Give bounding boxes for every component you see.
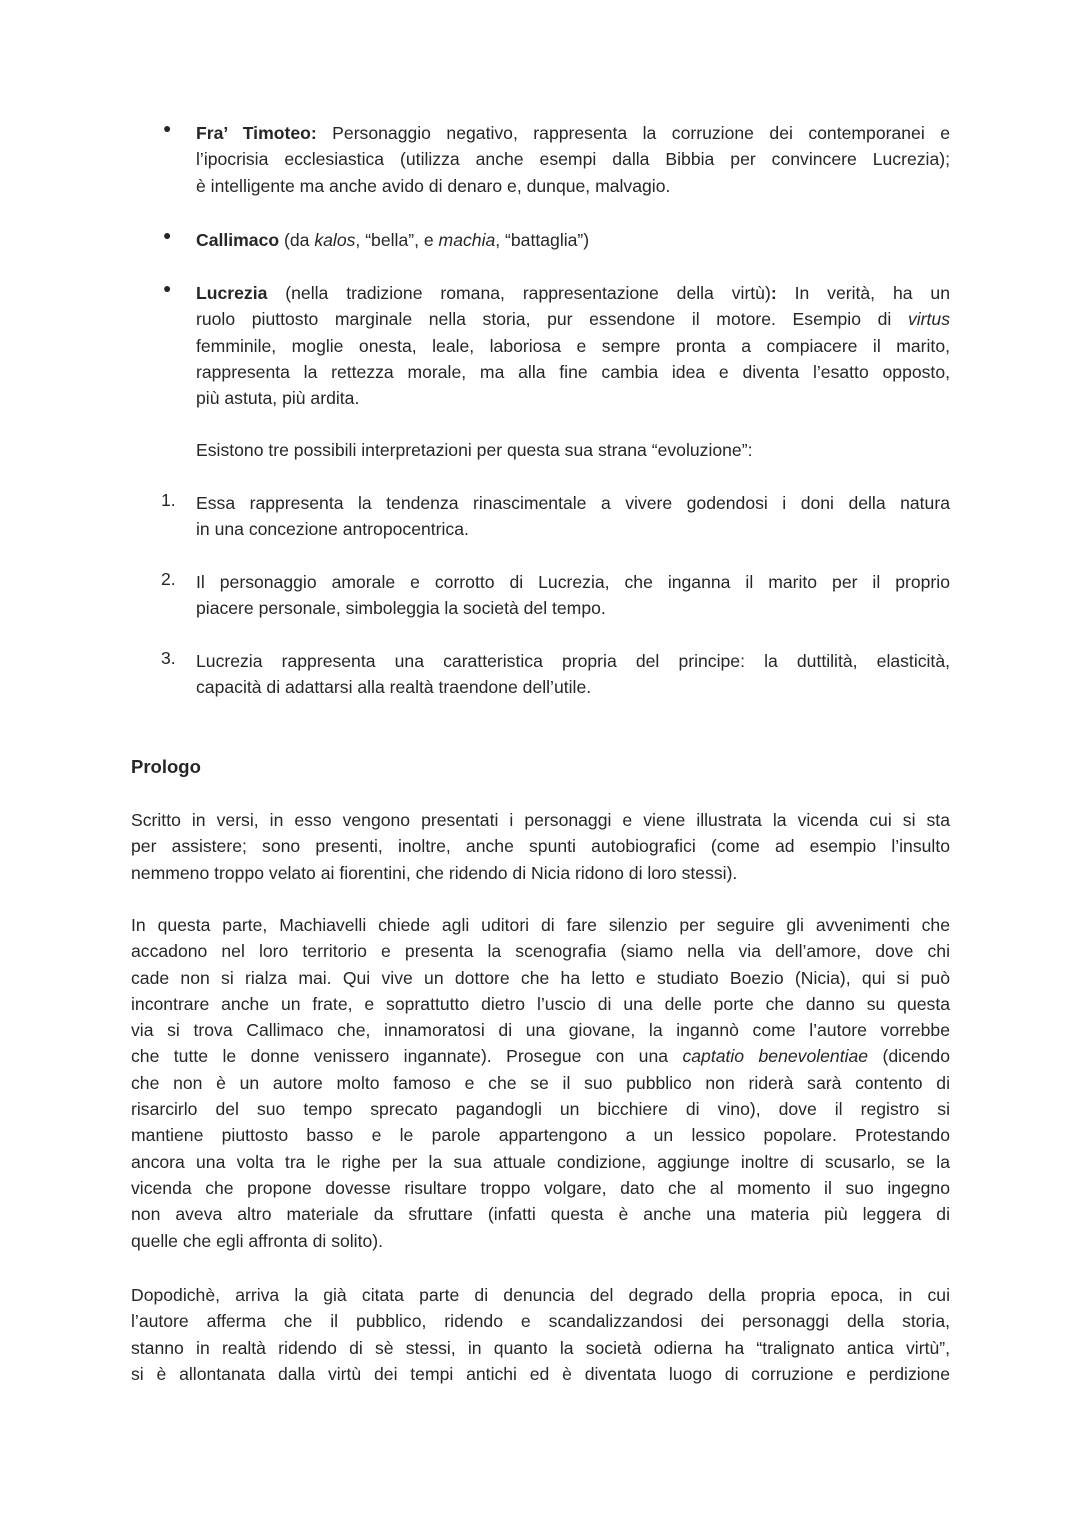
text: accadono nel loro territorio e presenta la scenografia (siamo nella via dell’amore, dove chi (131, 941, 950, 962)
text: (da (279, 230, 315, 250)
item-number: 2. (161, 569, 176, 589)
text: non aveva altro materiale da sfruttare (infatti questa è anche una materia più leggera di (131, 1204, 950, 1225)
text: l’autore afferma che il pubblico, ridendo e scandalizzandosi dei personaggi della storia, (131, 1311, 950, 1332)
text: In questa parte, Machiavelli chiede agli uditori di fare silenzio per seguire gli avvenimenti che (131, 915, 950, 935)
text: , “bella”, e (355, 230, 439, 250)
text: Scritto in versi, in esso vengono presentati i personaggi e viene illustrata la vicenda cui si sta (131, 810, 950, 830)
text: piacere personale, simboleggia la società del tempo. (196, 598, 606, 619)
list-item-lucrezia (163, 280, 950, 464)
text: per assistere; sono presenti, inoltre, anche spunti autobiografici (come ad esempio l’insulto (131, 836, 950, 857)
text: machia (438, 230, 496, 250)
list-item-fra-timoteo (163, 120, 950, 199)
text: stanno in realtà ridendo di sè stessi, in quanto la società odierna ha “tralignato antica virtù”, (131, 1337, 950, 1358)
text: ancora una volta tra le righe per la sua attuale condizione, aggiunge inoltre di scusarlo, se la (131, 1151, 950, 1172)
item-number: 1. (161, 490, 176, 510)
paragraph (131, 807, 950, 886)
text: Esistono tre possibili interpretazioni per questa sua strana “evoluzione”: (196, 440, 753, 461)
text: risarcirlo del suo tempo sprecato pagandogli un bicchiere di vino), dove il registro si (131, 1099, 950, 1120)
text: Lucrezia rappresenta una caratteristica propria del principe: la duttilità, elasticità, (196, 651, 950, 671)
text: nemmeno troppo velato ai fiorentini, che ridendo di Nicia ridono di loro stessi). (131, 862, 738, 883)
text: Dopodichè, arriva la già citata parte di denuncia del degrado della propria epoca, in cui (131, 1285, 950, 1305)
text: ruolo piuttosto marginale nella storia, pur essendone il motore. Esempio di (196, 309, 908, 330)
paragraph (131, 912, 950, 1254)
text: Il personaggio amorale e corrotto di Lucrezia, che inganna il marito per il proprio (196, 572, 950, 592)
text: femminile, moglie onesta, leale, laboriosa e sempre pronta a compiacere il marito, (196, 335, 950, 356)
bullet-icon: ● (163, 227, 172, 243)
text: virtus (907, 309, 950, 330)
text: captatio benevolentiae (682, 1046, 869, 1067)
text: si è allontanata dalla virtù dei tempi antichi ed è diventata luogo di corruzione e perdizione (131, 1363, 950, 1384)
text: : (770, 283, 777, 303)
text: capacità di adattarsi alla realtà traendone dell’utile. (196, 677, 592, 698)
text: che tutte le donne venissero ingannate). Prosegue con una (131, 1046, 683, 1067)
text: kalos (314, 230, 356, 250)
term: Fra’ Timoteo: (196, 123, 317, 143)
text: in una concezione antropocentrica. (196, 519, 469, 540)
numbered-item-1 (161, 490, 950, 543)
text: incontrare anche un frate, e soprattutto dietro l’uscio di una delle porte che danno su questa (131, 993, 950, 1014)
text: cade non si rialza mai. Qui vive un dottore che ha letto e studiato Boezio (Nicia), qui si può (131, 967, 950, 988)
list-item-callimaco (163, 227, 950, 253)
text: (dicendo (868, 1046, 950, 1067)
text: vicenda che propone dovesse risultare troppo volgare, dato che al momento il suo ingegno (131, 1177, 950, 1198)
text: mantiene piuttosto basso e le parole appartengono a un lessico popolare. Protestando (131, 1125, 950, 1146)
numbered-item-3 (161, 648, 950, 701)
text: è intelligente ma anche avido di denaro e, dunque, malvagio. (196, 175, 671, 196)
text: l’ipocrisia ecclesiastica (utilizza anche esempi dalla Bibbia per convincere Lucrezia); (196, 149, 950, 170)
item-number: 3. (161, 648, 176, 668)
text: quelle che egli affronta di solito). (131, 1230, 384, 1251)
text: Essa rappresenta la tendenza rinascimentale a vivere godendosi i doni della natura (196, 493, 950, 513)
text: che non è un autore molto famoso e che se il suo pubblico non riderà sarà contento di (131, 1072, 950, 1093)
bullet-icon: ● (163, 120, 172, 136)
text: In verità, ha un (776, 283, 950, 303)
bullet-icon: ● (163, 280, 172, 296)
text: più astuta, più ardita. (196, 388, 360, 409)
section-heading: Prologo (131, 756, 201, 777)
text: , “battaglia”) (495, 230, 590, 250)
text: (nella tradizione romana, rappresentazione della virtù) (267, 283, 771, 303)
text: via si trova Callimaco che, innamoratosi di una giovane, la ingannò come l’autore vorrebbe (131, 1020, 950, 1041)
term: Lucrezia (196, 283, 268, 303)
text: Personaggio negativo, rappresenta la corruzione dei contemporanei e (316, 123, 950, 143)
numbered-item-2 (161, 569, 950, 622)
term: Callimaco (196, 230, 280, 250)
text: rappresenta la rettezza morale, ma alla fine cambia idea e diventa l’esatto opposto, (196, 361, 950, 382)
paragraph (131, 1282, 950, 1387)
